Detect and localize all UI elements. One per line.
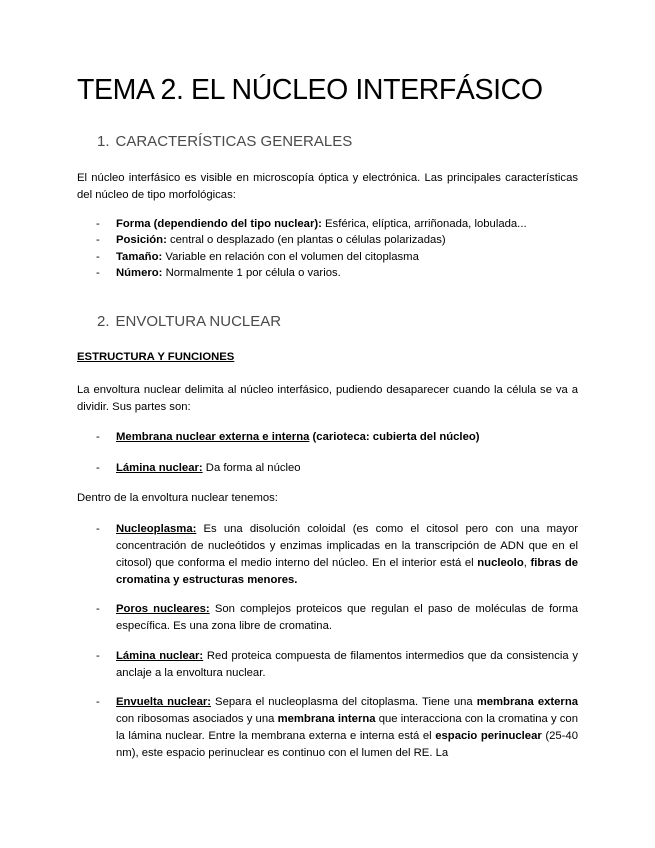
section-number: 1. xyxy=(97,133,110,150)
item-text: Es una disolución coloidal (es como el citosol pero con una mayor concentración de nucleótidos y enzimas implicadas en la transcripción de ADN que en el citosol) que conforma el medio interno del núcleo. En el interior está el xyxy=(116,523,578,569)
bullet-dash: - xyxy=(96,234,100,247)
item-text: Separa el nucleoplasma del citoplasma. Tiene una xyxy=(211,696,477,708)
list-item xyxy=(77,232,578,248)
item-label: Lámina nuclear: xyxy=(116,650,204,662)
inside-intro: Dentro de la envoltura nuclear tenemos: xyxy=(77,492,278,504)
item-label: Número: xyxy=(116,267,163,280)
item-label: Posición: xyxy=(116,234,167,247)
section-heading-envoltura xyxy=(97,313,281,330)
item-bold: membrana externa xyxy=(476,696,579,708)
item-label: Poros nucleares: xyxy=(116,603,210,615)
list-item xyxy=(77,265,578,281)
item-text: que interacciona con la cromatina y con la lámina nuclear. Entre la membrana externa e interna está el xyxy=(116,713,578,742)
bullet-dash: - xyxy=(96,431,100,443)
item-text: Da forma al núcleo xyxy=(202,462,301,474)
bullet-dash: - xyxy=(96,603,100,615)
item-label: Tamaño: xyxy=(116,250,163,263)
component-poros xyxy=(77,601,578,635)
parts-list-1 xyxy=(77,429,578,445)
item-text: Red proteica compuesta de filamentos intermedios que da consistencia y anclaje a la envoltura nuclear. xyxy=(116,650,579,679)
item-text: Esférica, elíptica, arriñonada, lobulada... xyxy=(321,218,527,230)
list-item xyxy=(77,648,578,682)
list-item xyxy=(77,694,578,762)
item-text: central o desplazado (en plantas o células polarizadas) xyxy=(166,234,446,247)
item-bold: espacio perinuclear xyxy=(435,730,542,742)
list-item xyxy=(77,521,578,589)
section-heading-text: CARACTERÍSTICAS GENERALES xyxy=(115,133,353,150)
item-label: Envuelta nuclear: xyxy=(116,696,212,708)
list-item xyxy=(77,249,578,265)
item-text: (25-40 nm), este espacio perinuclear es continuo con el lumen del RE. La xyxy=(116,730,578,759)
section2-intro: La envoltura nuclear delimita al núcleo interfásico, pudiendo desaparecer cuando la célula se va a dividir. Sus partes son: xyxy=(77,384,578,413)
component-nucleoplasma xyxy=(77,521,578,589)
bullet-dash: - xyxy=(96,218,100,230)
item-text: (carioteca: cubierta del núcleo) xyxy=(309,431,480,443)
bullet-dash: - xyxy=(96,250,100,263)
page-title: TEMA 2. EL NÚCLEO INTERFÁSICO xyxy=(77,74,543,106)
item-text: con ribosomas asociados y una xyxy=(116,713,278,725)
section-heading-caracteristicas xyxy=(97,133,352,150)
component-envuelta xyxy=(77,694,578,762)
component-lamina xyxy=(77,648,578,682)
item-text: Normalmente 1 por célula o varios. xyxy=(162,267,341,280)
item-bold: fibras de cromatina y estructuras menores. xyxy=(116,557,579,586)
section1-intro: El núcleo interfásico es visible en microscopía óptica y electrónica. Las principales características del núcleo de tipo morfológicas: xyxy=(77,172,578,201)
bullet-dash: - xyxy=(96,462,100,474)
item-label: Forma (dependiendo del tipo nuclear): xyxy=(116,218,322,230)
item-label: Nucleoplasma: xyxy=(116,523,197,535)
bullet-dash: - xyxy=(96,696,100,708)
list-item xyxy=(77,601,578,635)
item-label: Membrana nuclear externa e interna xyxy=(116,431,310,443)
item-bold: membrana interna xyxy=(277,713,376,725)
section-heading-text: ENVOLTURA NUCLEAR xyxy=(115,313,282,330)
item-bold: nucleolo xyxy=(477,557,524,569)
item-text: Son complejos proteicos que regulan el paso de moléculas de forma específica. Es una zona libre de cromatina. xyxy=(116,603,579,632)
parts-list-2 xyxy=(77,460,578,476)
item-text: , xyxy=(523,557,531,569)
characteristics-list xyxy=(77,216,578,282)
list-item xyxy=(77,429,578,445)
subheading: ESTRUCTURA Y FUNCIONES xyxy=(77,351,235,363)
bullet-dash: - xyxy=(96,650,100,662)
bullet-dash: - xyxy=(96,267,100,280)
list-item xyxy=(77,460,578,476)
item-text: Variable en relación con el volumen del citoplasma xyxy=(162,250,419,263)
bullet-dash: - xyxy=(96,523,100,535)
section-number: 2. xyxy=(97,313,110,330)
list-item xyxy=(77,216,578,232)
item-label: Lámina nuclear: xyxy=(116,462,203,474)
